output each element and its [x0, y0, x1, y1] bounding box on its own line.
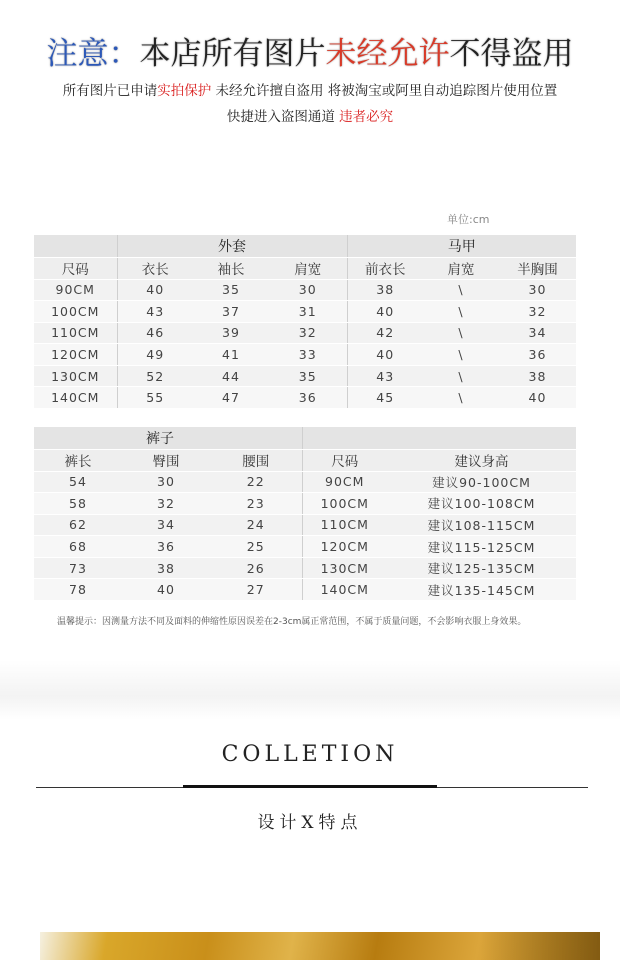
- table-cell: 140CM: [34, 387, 117, 409]
- table-cell: 30: [122, 471, 210, 493]
- col-header: 尺码: [302, 449, 387, 471]
- table-cell: 建议115-125CM: [387, 536, 576, 558]
- table-cell: 110CM: [34, 322, 117, 344]
- table1-group-row: [34, 235, 576, 257]
- table-cell: 54: [34, 471, 122, 493]
- size-tip: 温馨提示：因测量方法不同及面料的伸缩性原因误差在2-3cm属正常范围，不属于质量问题，不会影响衣服上身效果。: [57, 617, 527, 627]
- col-header: 臀围: [122, 449, 210, 471]
- table-cell: 130CM: [34, 365, 117, 387]
- col-header: 半胸围: [499, 257, 576, 279]
- size-table-coat-vest: [34, 235, 576, 409]
- group-pants: 裤子: [34, 427, 302, 449]
- table-cell: 110CM: [302, 514, 387, 536]
- table-cell: 43: [347, 365, 423, 387]
- table-cell: \: [423, 301, 499, 323]
- col-header: 袖长: [193, 257, 269, 279]
- notice-title-prefix: 注意：: [46, 36, 140, 72]
- table-row: [34, 514, 576, 536]
- section-rule-accent: [183, 785, 437, 788]
- col-header: 衣长: [117, 257, 193, 279]
- table-cell: 44: [193, 365, 269, 387]
- table-cell: 35: [269, 365, 347, 387]
- table-cell: 23: [210, 493, 302, 515]
- table-cell: 46: [117, 322, 193, 344]
- table-cell: \: [423, 344, 499, 366]
- table-cell: 32: [122, 493, 210, 515]
- notice-line-2: [0, 108, 620, 126]
- col-header: 前衣长: [347, 257, 423, 279]
- notice-title-mid: 本店所有图片: [139, 36, 326, 72]
- product-photo: [40, 932, 600, 960]
- notice-line1-a: 所有图片已申请: [62, 83, 158, 99]
- table-cell: 40: [347, 344, 423, 366]
- table2-header-row: [34, 449, 576, 471]
- table-cell: 27: [210, 579, 302, 601]
- table-cell: 43: [117, 301, 193, 323]
- section-title: COLLETION: [221, 742, 399, 767]
- table-row: [34, 557, 576, 579]
- table-cell: 建议135-145CM: [387, 579, 576, 601]
- notice-title-red: 未经允许: [325, 36, 450, 72]
- table-cell: 47: [193, 387, 269, 409]
- col-header: 裤长: [34, 449, 122, 471]
- table-cell: 40: [499, 387, 576, 409]
- table-cell: \: [423, 387, 499, 409]
- table-row: [34, 344, 576, 366]
- notice-line1-red: 实拍保护: [157, 83, 212, 99]
- table-cell: 100CM: [34, 301, 117, 323]
- table-cell: \: [423, 322, 499, 344]
- col-header: 肩宽: [423, 257, 499, 279]
- section-subtitle: 设计X特点: [257, 813, 363, 833]
- table-cell: 36: [122, 536, 210, 558]
- table-cell: 45: [347, 387, 423, 409]
- table-cell: 55: [117, 387, 193, 409]
- table-row: [34, 536, 576, 558]
- col-header: 腰围: [210, 449, 302, 471]
- table-cell: 120CM: [302, 536, 387, 558]
- table-cell: 34: [122, 514, 210, 536]
- table-cell: 120CM: [34, 344, 117, 366]
- col-header: 尺码: [34, 257, 117, 279]
- table-cell: 90CM: [302, 471, 387, 493]
- table-cell: 38: [499, 365, 576, 387]
- table-cell: 130CM: [302, 557, 387, 579]
- table-cell: 62: [34, 514, 122, 536]
- col-header: 肩宽: [269, 257, 347, 279]
- table-cell: 建议125-135CM: [387, 557, 576, 579]
- table-row: [34, 579, 576, 601]
- table-row: [34, 322, 576, 344]
- table-cell: 38: [347, 279, 423, 301]
- table-row: [34, 471, 576, 493]
- divider-band: [0, 660, 620, 720]
- table-cell: 73: [34, 557, 122, 579]
- table-cell: \: [423, 279, 499, 301]
- table-cell: 30: [499, 279, 576, 301]
- table-cell: 40: [117, 279, 193, 301]
- table-cell: 58: [34, 493, 122, 515]
- table-cell: 40: [347, 301, 423, 323]
- notice-line2-red: 违者必究: [339, 109, 394, 125]
- table-cell: \: [423, 365, 499, 387]
- table-cell: 35: [193, 279, 269, 301]
- table-cell: 36: [269, 387, 347, 409]
- table-cell: 52: [117, 365, 193, 387]
- table-cell: 建议100-108CM: [387, 493, 576, 515]
- table-cell: 26: [210, 557, 302, 579]
- table-cell: 100CM: [302, 493, 387, 515]
- group-coat: 外套: [117, 235, 347, 257]
- notice-line-1: [0, 82, 620, 100]
- notice-title-suffix: 不得盗用: [449, 36, 574, 72]
- table-cell: 32: [269, 322, 347, 344]
- table1-header-row: [34, 257, 576, 279]
- table-cell: 140CM: [302, 579, 387, 601]
- group-vest: 马甲: [347, 235, 576, 257]
- table-cell: 90CM: [34, 279, 117, 301]
- table2-group-row: [34, 427, 576, 449]
- table-row: [34, 493, 576, 515]
- table-row: [34, 365, 576, 387]
- table-cell: 34: [499, 322, 576, 344]
- table-cell: 31: [269, 301, 347, 323]
- table-cell: 32: [499, 301, 576, 323]
- table-cell: 41: [193, 344, 269, 366]
- table-cell: 49: [117, 344, 193, 366]
- table-cell: 78: [34, 579, 122, 601]
- table-cell: 建议108-115CM: [387, 514, 576, 536]
- table-cell: 40: [122, 579, 210, 601]
- table-row: [34, 387, 576, 409]
- col-header: 建议身高: [387, 449, 576, 471]
- table-cell: 33: [269, 344, 347, 366]
- table-cell: 68: [34, 536, 122, 558]
- table-cell: 25: [210, 536, 302, 558]
- photo-shadow: [480, 932, 600, 960]
- notice-line1-b: 未经允许擅自盗用 将被淘宝或阿里自动追踪图片使用位置: [211, 83, 558, 99]
- table-row: [34, 279, 576, 301]
- table-cell: 36: [499, 344, 576, 366]
- table-cell: 39: [193, 322, 269, 344]
- table-cell: 22: [210, 471, 302, 493]
- size-table-pants: [34, 427, 576, 601]
- table-cell: 24: [210, 514, 302, 536]
- table-cell: 38: [122, 557, 210, 579]
- table-cell: 建议90-100CM: [387, 471, 576, 493]
- table-cell: 37: [193, 301, 269, 323]
- notice-line2-a: 快捷进入盗图通道: [226, 109, 340, 125]
- table-cell: 30: [269, 279, 347, 301]
- table-cell: 42: [347, 322, 423, 344]
- unit-label: 单位:cm: [447, 213, 490, 226]
- table-row: [34, 301, 576, 323]
- notice-title: [0, 36, 620, 72]
